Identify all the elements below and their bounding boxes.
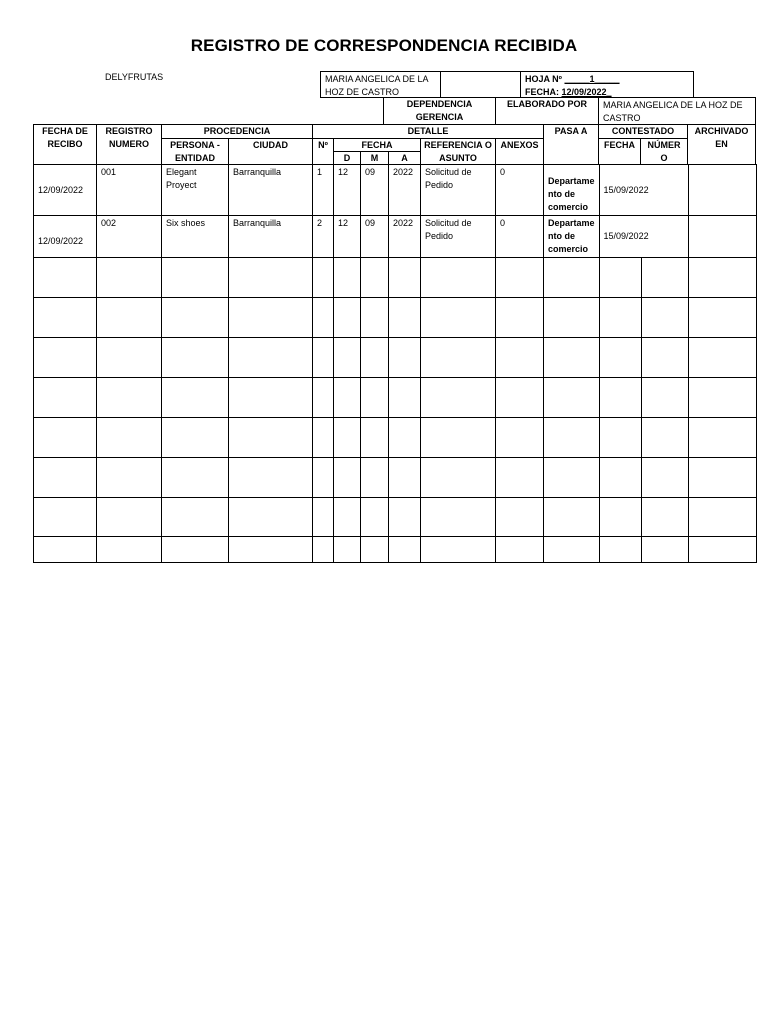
table-row — [34, 338, 757, 378]
table-row — [34, 165, 757, 216]
cell-fecha-recibo: 12/09/2022 — [34, 216, 97, 258]
records-table — [33, 164, 757, 563]
col-archivado-l2: EN — [715, 139, 728, 149]
table-row — [34, 537, 757, 563]
col-persona-l2: ENTIDAD — [175, 153, 215, 163]
cell-mes: 09 — [361, 165, 389, 216]
cell-pasa-l1: Departame — [548, 176, 595, 186]
col-numero: Nº — [312, 138, 334, 165]
elaborado-line1: MARIA ANGELICA DE LA HOZ DE — [603, 100, 743, 110]
col-fecha-recibo — [33, 124, 97, 165]
cell-pasa-l3: comercio — [548, 202, 589, 212]
cell-persona — [162, 165, 229, 216]
cell-dia: 12 — [334, 216, 361, 258]
cell-ciudad: Barranquilla — [229, 216, 313, 258]
col-referencia-l2: ASUNTO — [439, 153, 477, 163]
col-procedencia: PROCEDENCIA — [161, 124, 313, 139]
cell-archivado — [688, 216, 756, 258]
recipient-line2: HOZ DE CASTRO — [325, 87, 400, 97]
col-fecha-recibo-l2: RECIBO — [47, 139, 83, 149]
cell-persona-l1: Elegant — [166, 167, 197, 177]
col-contestado-fecha: FECHA — [598, 138, 641, 165]
table-row — [34, 498, 757, 537]
table-row — [34, 258, 757, 298]
cell-referencia-l1: Solicitud de — [425, 218, 472, 228]
elaborado-value-box — [598, 97, 756, 125]
cell-fecha-recibo: 12/09/2022 — [34, 165, 97, 216]
dependencia-box — [383, 97, 496, 125]
col-pasa-a: PASA A — [543, 124, 599, 165]
col-referencia — [420, 138, 496, 165]
col-contestado-numero-l2: O — [660, 153, 668, 163]
recipient-box — [320, 71, 441, 98]
cell-referencia — [421, 216, 496, 258]
blank-box — [440, 71, 521, 98]
cell-contestado-fecha: 15/09/2022 — [599, 165, 688, 216]
cell-pasa-l1: Departame — [548, 218, 595, 228]
dependencia-label: DEPENDENCIA — [406, 99, 473, 109]
hoja-value: _____1_____ — [564, 74, 620, 84]
col-contestado-numero-l1: NÚMER — [647, 140, 681, 150]
col-contestado-numero — [640, 138, 688, 165]
cell-mes: 09 — [361, 216, 389, 258]
hoja-fecha-box — [520, 71, 694, 98]
dependencia-value: GERENCIA — [415, 112, 464, 122]
col-detalle: DETALLE — [312, 124, 544, 139]
col-anio: A — [388, 151, 421, 165]
col-dia: D — [333, 151, 361, 165]
col-persona-l1: PERSONA - — [170, 140, 220, 150]
cell-referencia — [421, 165, 496, 216]
cell-anio: 2022 — [389, 216, 421, 258]
cell-archivado — [688, 165, 756, 216]
company-name: DELYFRUTAS — [105, 72, 164, 82]
cell-persona-l2: Proyect — [166, 180, 197, 190]
col-archivado-l1: ARCHIVADO — [694, 126, 749, 136]
cell-registro: 002 — [97, 216, 162, 258]
col-registro-l2: NUMERO — [109, 139, 149, 149]
cell-ciudad: Barranquilla — [229, 165, 313, 216]
cell-anexos: 0 — [496, 216, 544, 258]
col-anexos: ANEXOS — [495, 138, 544, 165]
cell-numero: 2 — [313, 216, 334, 258]
col-registro-l1: REGISTRO — [105, 126, 153, 136]
col-registro — [96, 124, 162, 165]
page-title: REGISTRO DE CORRESPONDENCIA RECIBIDA — [190, 36, 578, 55]
table-row — [34, 298, 757, 338]
cell-pasa-a — [544, 165, 600, 216]
elaborado-label-box — [495, 97, 599, 125]
cell-anexos: 0 — [496, 165, 544, 216]
cell-pasa-l2: nto de — [548, 189, 575, 199]
table-row — [34, 378, 757, 418]
cell-persona — [162, 216, 229, 258]
table-row — [34, 418, 757, 458]
cell-dia: 12 — [334, 165, 361, 216]
hoja-label: HOJA Nº — [525, 74, 562, 84]
elaborado-line2: CASTRO — [603, 113, 641, 123]
col-fecha: FECHA — [333, 138, 421, 152]
elaborado-label: ELABORADO POR — [506, 99, 587, 109]
cell-anio: 2022 — [389, 165, 421, 216]
cell-persona-l1: Six shoes — [166, 218, 206, 228]
cell-numero: 1 — [313, 165, 334, 216]
cell-referencia-l1: Solicitud de — [425, 167, 472, 177]
table-row — [34, 458, 757, 498]
fecha-label: FECHA: — [525, 87, 559, 97]
fecha-value: 12/09/2022_ — [561, 87, 612, 97]
col-persona — [161, 138, 229, 165]
cell-pasa-l2: nto de — [548, 231, 575, 241]
col-mes: M — [360, 151, 389, 165]
recipient-line1: MARIA ANGELICA DE LA — [325, 74, 429, 84]
cell-referencia-l2: Pedido — [425, 231, 454, 241]
col-fecha-recibo-l1: FECHA DE — [42, 126, 88, 136]
col-referencia-l1: REFERENCIA O — [424, 140, 492, 150]
col-ciudad: CIUDAD — [228, 138, 313, 165]
col-archivado — [687, 124, 756, 165]
cell-contestado-fecha: 15/09/2022 — [599, 216, 688, 258]
col-contestado: CONTESTADO — [598, 124, 688, 139]
cell-registro: 001 — [97, 165, 162, 216]
table-row — [34, 216, 757, 258]
cell-pasa-l3: comercio — [548, 244, 589, 254]
cell-referencia-l2: Pedido — [425, 180, 454, 190]
cell-pasa-a — [544, 216, 600, 258]
